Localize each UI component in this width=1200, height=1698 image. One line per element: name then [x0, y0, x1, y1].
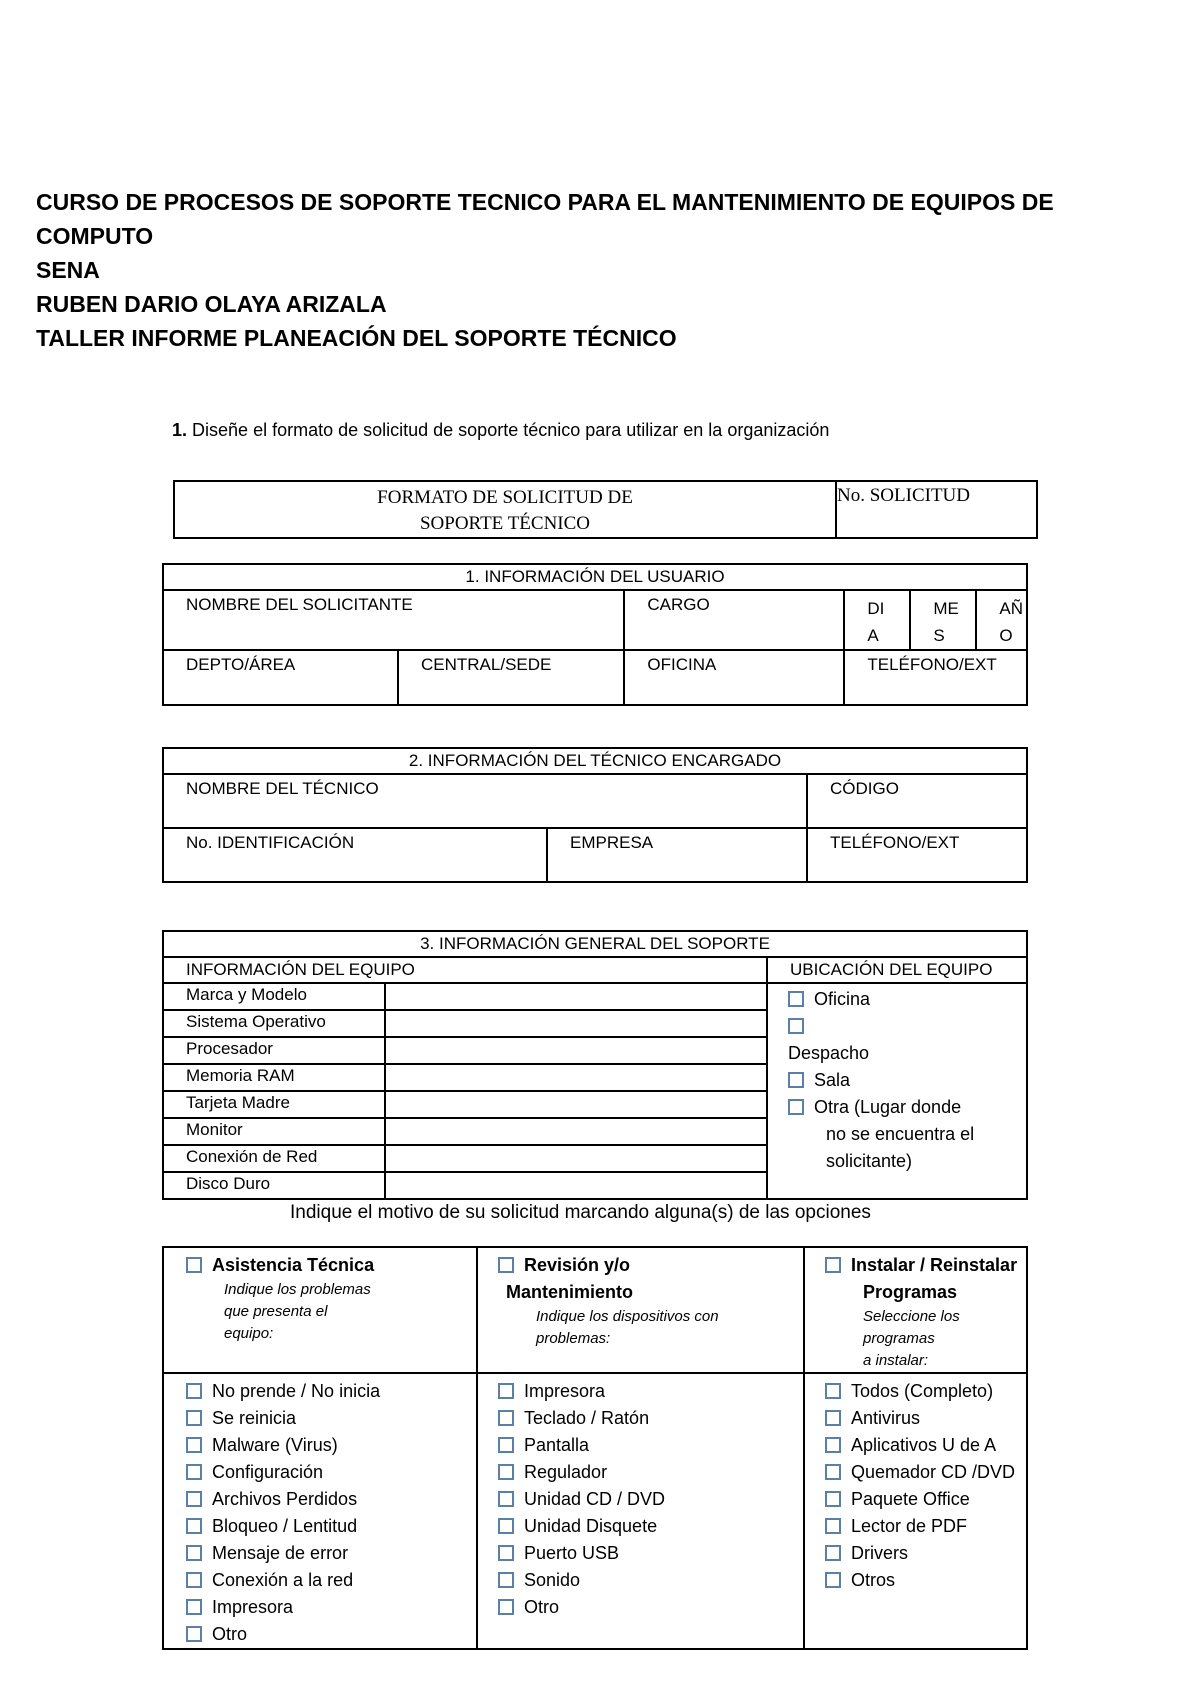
checklist-item-label: Otros [851, 1570, 896, 1590]
revision-title-2: Mantenimiento [506, 1282, 634, 1302]
checklist-item[interactable] [498, 1405, 803, 1432]
checklist-item-label: No prende / No inicia [212, 1381, 381, 1401]
oficina-label: OFICINA [647, 655, 717, 674]
checklist-item-label: Otro [524, 1597, 560, 1617]
depto-field[interactable] [163, 650, 398, 705]
equipo-row-label: Marca y Modelo [163, 983, 385, 1010]
equipo-row-value[interactable] [385, 1172, 767, 1199]
ano-label-1: AÑ [999, 599, 1023, 618]
equipo-row-label: Memoria RAM [163, 1064, 385, 1091]
central-label: CENTRAL/SEDE [421, 655, 552, 674]
checklist-item[interactable] [498, 1594, 803, 1621]
checklist-item[interactable] [498, 1486, 803, 1513]
equipo-row-label: Procesador [163, 1037, 385, 1064]
checklist-item[interactable] [186, 1540, 476, 1567]
checklist-item-label: Regulador [524, 1462, 608, 1482]
checklist-item-label: Unidad CD / DVD [524, 1489, 666, 1509]
instalar-header [804, 1247, 1027, 1373]
tecnico-telefono-field[interactable] [807, 828, 1027, 882]
ubicacion-otra-line3: solicitante) [826, 1151, 913, 1171]
checkbox-icon[interactable] [186, 1491, 202, 1507]
checklist-item[interactable] [498, 1513, 803, 1540]
cargo-field[interactable] [624, 590, 844, 650]
depto-label: DEPTO/ÁREA [186, 655, 296, 674]
section3-title: 3. INFORMACIÓN GENERAL DEL SOPORTE [163, 931, 1027, 957]
checkbox-icon[interactable] [186, 1383, 202, 1399]
codigo-label: CÓDIGO [830, 779, 899, 798]
checklist-item-label: Impresora [524, 1381, 606, 1401]
oficina-field[interactable] [624, 650, 844, 705]
checkbox-icon[interactable] [498, 1257, 514, 1273]
header-course-line2: COMPUTO [36, 223, 154, 249]
checkbox-icon[interactable] [825, 1464, 841, 1480]
checkbox-icon[interactable] [186, 1437, 202, 1453]
section2-title: 2. INFORMACIÓN DEL TÉCNICO ENCARGADO [163, 748, 1027, 774]
ubicacion-despacho-label: Despacho [788, 1043, 870, 1063]
asistencia-hint-3: equipo: [224, 1325, 274, 1342]
ubicacion-oficina-label: Oficina [814, 989, 871, 1009]
checkbox-icon[interactable] [825, 1410, 841, 1426]
asistencia-hint-2: que presenta el [224, 1303, 328, 1320]
equipo-row-label: Disco Duro [163, 1172, 385, 1199]
ano-field[interactable] [976, 590, 1027, 650]
checklist-item[interactable] [186, 1621, 476, 1648]
checklist-item[interactable] [186, 1405, 476, 1432]
checklist-item-label: Antivirus [851, 1408, 921, 1428]
format-title-line2: SOPORTE TÉCNICO [419, 513, 591, 534]
checklist-item-label: Sonido [524, 1570, 581, 1590]
checklist-item[interactable] [825, 1432, 1026, 1459]
checkbox-icon[interactable] [825, 1383, 841, 1399]
header-author: RUBEN DARIO OLAYA ARIZALA [36, 291, 387, 317]
checkbox-icon[interactable] [498, 1464, 514, 1480]
dia-label-2: A [867, 626, 879, 645]
checklist-item-label: Configuración [212, 1462, 324, 1482]
mes-label-1: ME [933, 599, 959, 618]
checklist-item-label: Mensaje de error [212, 1543, 349, 1563]
checklist-item[interactable] [186, 1432, 476, 1459]
checkbox-icon[interactable] [825, 1437, 841, 1453]
instalar-items [804, 1373, 1027, 1649]
checklist-item-label: Malware (Virus) [212, 1435, 338, 1455]
revision-title-1: Revisión y/o [524, 1255, 631, 1275]
equipo-row-value[interactable] [385, 1064, 767, 1091]
tecnico-name-field[interactable] [163, 774, 807, 828]
format-title-line1: FORMATO DE SOLICITUD DE [377, 487, 633, 508]
checklist-item[interactable] [498, 1567, 803, 1594]
section3-support-table [162, 930, 1028, 1200]
checkbox-icon[interactable] [498, 1572, 514, 1588]
revision-header [477, 1247, 804, 1373]
checkbox-icon[interactable] [825, 1572, 841, 1588]
checklist-item[interactable] [825, 1567, 1026, 1594]
asistencia-title: Asistencia Técnica [212, 1255, 375, 1275]
checklist-item[interactable] [186, 1486, 476, 1513]
checklist-item[interactable] [825, 1459, 1026, 1486]
tecnico-label: NOMBRE DEL TÉCNICO [186, 779, 379, 798]
ubicacion-otra-label: Otra (Lugar donde [814, 1097, 962, 1117]
equipo-row-label: Sistema Operativo [163, 1010, 385, 1037]
equipo-row-value[interactable] [385, 1118, 767, 1145]
checklist-item-label: Puerto USB [524, 1543, 620, 1563]
tecnico-telefono-label: TELÉFONO/EXT [830, 833, 960, 852]
equipo-row-value[interactable] [385, 1010, 767, 1037]
checkbox-icon[interactable] [186, 1572, 202, 1588]
equipo-row-value[interactable] [385, 1145, 767, 1172]
section1-title: 1. INFORMACIÓN DEL USUARIO [163, 564, 1027, 590]
checkbox-icon[interactable] [825, 1257, 841, 1273]
checkbox-icon[interactable] [498, 1491, 514, 1507]
telefono-label: TELÉFONO/EXT [867, 655, 997, 674]
checklist-item-label: Pantalla [524, 1435, 590, 1455]
checklist-item[interactable] [186, 1459, 476, 1486]
checkbox-icon[interactable] [825, 1518, 841, 1534]
checklist-item-label: Teclado / Ratón [524, 1408, 650, 1428]
solicitante-label: NOMBRE DEL SOLICITANTE [186, 595, 413, 614]
ubicacion-otra-line2: no se encuentra el [826, 1124, 975, 1144]
dia-field[interactable] [844, 590, 910, 650]
checkbox-icon[interactable] [498, 1383, 514, 1399]
instalar-title-1: Instalar / Reinstalar [851, 1255, 1018, 1275]
revision-option[interactable] [498, 1252, 803, 1279]
header-workshop-title: TALLER INFORME PLANEACIÓN DEL SOPORTE TÉCNICO [36, 325, 677, 351]
ubicacion-sala-label: Sala [814, 1070, 851, 1090]
checkbox-icon[interactable] [186, 1626, 202, 1642]
checklist-item-label: Quemador CD /DVD [851, 1462, 1016, 1482]
asistencia-items [163, 1373, 477, 1649]
checkbox-icon[interactable] [186, 1464, 202, 1480]
codigo-field[interactable] [807, 774, 1027, 828]
section1-user-table [162, 563, 1028, 706]
checklist-item[interactable] [498, 1378, 803, 1405]
checklist-item[interactable] [498, 1540, 803, 1567]
checkbox-icon[interactable] [186, 1518, 202, 1534]
ubicacion-sala-option[interactable] [788, 1067, 1026, 1094]
motivo-instruction: Indique el motivo de su solicitud marcando alguna(s) de las opciones [290, 1202, 871, 1223]
checklist-item[interactable] [186, 1567, 476, 1594]
revision-hint-2: problemas: [536, 1330, 611, 1347]
central-field[interactable] [398, 650, 624, 705]
checkbox-icon[interactable] [186, 1257, 202, 1273]
checklist-item-label: Se reinicia [212, 1408, 297, 1428]
checklist-item[interactable] [186, 1594, 476, 1621]
checklist-item[interactable] [825, 1513, 1026, 1540]
instalar-title-2: Programas [863, 1282, 958, 1302]
intro-text: Diseñe el formato de solicitud de soporte técnico para utilizar en la organización [192, 420, 830, 440]
equipo-row-label: Tarjeta Madre [163, 1091, 385, 1118]
checklist-item-label: Otro [212, 1624, 248, 1644]
ubicacion-otra-option[interactable] [788, 1094, 1026, 1121]
checkbox-icon[interactable] [498, 1518, 514, 1534]
equipo-row-label: Monitor [163, 1118, 385, 1145]
no-solicitud-label: No. SOLICITUD [837, 485, 970, 506]
checkbox-icon[interactable] [498, 1599, 514, 1615]
mes-field[interactable] [910, 590, 976, 650]
header-institution: SENA [36, 257, 100, 283]
checkbox-icon[interactable] [788, 1018, 804, 1034]
checkbox-icon[interactable] [498, 1410, 514, 1426]
checklist-item[interactable] [498, 1432, 803, 1459]
request-options-table [162, 1246, 1028, 1650]
document-header [36, 185, 1156, 355]
checklist-item-label: Conexión a la red [212, 1570, 354, 1590]
telefono-field[interactable] [844, 650, 1027, 705]
checkbox-icon[interactable] [498, 1545, 514, 1561]
identificacion-field[interactable] [163, 828, 547, 882]
checklist-item-label: Todos (Completo) [851, 1381, 994, 1401]
instalar-hint-1: Seleccione los programas [863, 1308, 960, 1347]
instalar-option[interactable] [825, 1252, 1026, 1279]
checklist-item[interactable] [825, 1378, 1026, 1405]
ubicacion-oficina-option[interactable] [788, 986, 1026, 1013]
checklist-item[interactable] [186, 1378, 476, 1405]
checkbox-icon[interactable] [788, 1072, 804, 1088]
checklist-item[interactable] [186, 1513, 476, 1540]
checklist-item[interactable] [825, 1486, 1026, 1513]
checkbox-icon[interactable] [498, 1437, 514, 1453]
checkbox-icon[interactable] [788, 1099, 804, 1115]
empresa-field[interactable] [547, 828, 807, 882]
checklist-item-label: Archivos Perdidos [212, 1489, 358, 1509]
checklist-item-label: Lector de PDF [851, 1516, 968, 1536]
equipo-row-value[interactable] [385, 1091, 767, 1118]
header-course-line1: CURSO DE PROCESOS DE SOPORTE TECNICO PARA EL MANTENIMIENTO DE EQUIPOS DE [36, 189, 1054, 215]
checklist-item-label: Drivers [851, 1543, 908, 1563]
checklist-item[interactable] [825, 1405, 1026, 1432]
section2-tech-table [162, 747, 1028, 883]
checklist-item-label: Aplicativos U de A [851, 1435, 997, 1455]
format-title-table [173, 480, 1038, 539]
checklist-item-label: Paquete Office [851, 1489, 970, 1509]
format-title-cell [174, 481, 836, 538]
checkbox-icon[interactable] [186, 1545, 202, 1561]
intro-number: 1. [172, 420, 188, 440]
equipo-row-value[interactable] [385, 983, 767, 1010]
cargo-label: CARGO [647, 595, 710, 614]
checkbox-icon[interactable] [186, 1599, 202, 1615]
ubicacion-despacho-checkbox[interactable] [788, 1013, 1026, 1040]
mes-label-2: S [933, 626, 945, 645]
instalar-hint-2: a instalar: [863, 1352, 929, 1369]
checklist-item-label: Bloqueo / Lentitud [212, 1516, 358, 1536]
revision-items [477, 1373, 804, 1649]
checkbox-icon[interactable] [186, 1410, 202, 1426]
revision-hint-1: Indique los dispositivos con [536, 1308, 719, 1325]
checklist-item[interactable] [825, 1540, 1026, 1567]
asistencia-header [163, 1247, 477, 1373]
checklist-item-label: Impresora [212, 1597, 294, 1617]
checkbox-icon[interactable] [788, 991, 804, 1007]
no-solicitud-cell[interactable] [836, 481, 1037, 538]
empresa-label: EMPRESA [570, 833, 654, 852]
asistencia-hint-1: Indique los problemas [224, 1281, 371, 1298]
ano-label-2: O [999, 626, 1013, 645]
solicitante-name-field[interactable] [163, 590, 624, 650]
equipo-row-value[interactable] [385, 1037, 767, 1064]
identificacion-label: No. IDENTIFICACIÓN [186, 833, 355, 852]
dia-label-1: DI [867, 599, 885, 618]
ubicacion-options [767, 983, 1027, 1199]
checklist-item[interactable] [498, 1459, 803, 1486]
checkbox-icon[interactable] [825, 1491, 841, 1507]
equipo-header: INFORMACIÓN DEL EQUIPO [163, 957, 767, 983]
equipo-row-label: Conexión de Red [163, 1145, 385, 1172]
checklist-item-label: Unidad Disquete [524, 1516, 658, 1536]
intro-question [172, 420, 829, 441]
checkbox-icon[interactable] [825, 1545, 841, 1561]
ubicacion-header: UBICACIÓN DEL EQUIPO [767, 957, 1027, 983]
asistencia-option[interactable] [186, 1252, 476, 1279]
